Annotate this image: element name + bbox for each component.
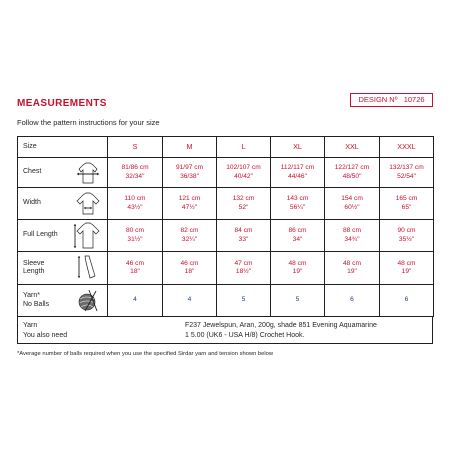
width-row [18,188,434,220]
sleeve-length-row [18,252,434,285]
row-label-width [18,188,108,220]
yarn-info-box [17,316,433,344]
cell: 82 cm 32¼" [163,220,217,252]
cell: 102/107 cm 40/42" [217,158,271,188]
yarn-balls-row [18,285,434,317]
footnote: *Average number of balls required when you use the specified Sirdar yarn and tension shown below [17,351,274,357]
cell: 112/117 cm 44/46" [271,158,325,188]
chest-row [18,158,434,188]
cell: 90 cm 35½" [380,220,434,252]
chest-diagram-icon [75,162,101,184]
cell: 91/97 cm 36/38" [163,158,217,188]
cell: 122/127 cm 48/50" [325,158,380,188]
sleeve-length-diagram-icon [73,254,101,282]
size-header-row [18,137,434,158]
also-need-label: You also need [23,332,68,339]
cell: 5 [217,285,271,317]
cell: 132 cm 52" [217,188,271,220]
row-label-text: Sleeve [23,259,45,267]
size-header-s: S [108,137,163,158]
cell: 86 cm 34" [271,220,325,252]
cell: 165 cm 65" [380,188,434,220]
row-label-sleeve-length [18,252,108,285]
design-number: 10726 [403,95,425,104]
cell: 46 cm 18" [108,252,163,285]
row-label-text: Width [23,199,41,207]
measurements-table [17,136,434,317]
cell: 47 cm 18½" [217,252,271,285]
yarn-values [185,321,377,341]
size-header-m: M [163,137,217,158]
cell: 48 cm 19" [325,252,380,285]
subtitle: Follow the pattern instructions for your size [17,118,160,127]
cell: 6 [325,285,380,317]
size-header-xxl: XXL [325,137,380,158]
size-header-xl: XL [271,137,325,158]
size-header-xxxl: XXXL [380,137,434,158]
cell: 48 cm 19" [271,252,325,285]
cell: 6 [380,285,434,317]
yarn-label: Yarn [23,322,38,329]
row-label-text: Yarn* [23,292,40,299]
design-label: DESIGN Nº [358,95,398,104]
yarn-value: F237 Jewelspun, Aran, 200g, shade 851 Evening Aquamarine [185,322,377,329]
row-label-text: Full Length [23,231,58,239]
cell: 46 cm 18" [163,252,217,285]
size-label: Size [18,137,108,158]
width-diagram-icon [75,192,101,216]
cell: 81/86 cm 32/34" [108,158,163,188]
cell: 154 cm 60½" [325,188,380,220]
yarn-labels [23,321,67,341]
size-header-l: L [217,137,271,158]
row-label-text: No Balls [23,300,50,308]
cell: 143 cm 56¼" [271,188,325,220]
cell: 121 cm 47½" [163,188,217,220]
cell: 84 cm 33" [217,220,271,252]
cell: 80 cm 31½" [108,220,163,252]
yarn-ball-icon [75,289,101,313]
cell: 88 cm 34¾" [325,220,380,252]
full-length-row [18,220,434,252]
also-need-value: 1 5.00 (UK6 - USA H/8) Crochet Hook. [185,332,305,339]
cell: 5 [271,285,325,317]
row-label-text: Length [23,268,45,275]
cell: 4 [163,285,217,317]
cell: 48 cm 19" [380,252,434,285]
cell: 132/137 cm 52/54" [380,158,434,188]
row-label-full-length [18,220,108,252]
full-length-diagram-icon [73,222,101,250]
design-number-box [350,93,433,107]
row-label-chest [18,158,108,188]
cell: 4 [108,285,163,317]
page-title: MEASUREMENTS [17,98,107,109]
row-label-text: Chest [23,168,42,176]
row-label-yarn-balls [18,285,108,317]
cell: 110 cm 43½" [108,188,163,220]
